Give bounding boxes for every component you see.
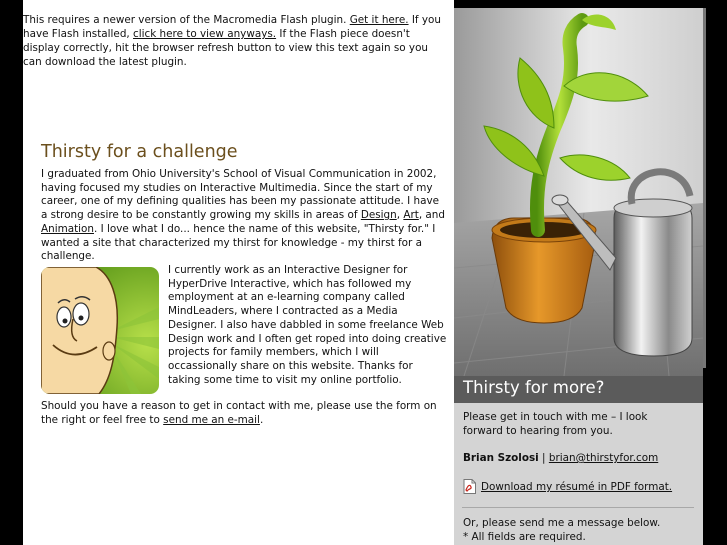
resume-download bbox=[463, 479, 672, 495]
vertical-scrollbar[interactable] bbox=[703, 8, 706, 368]
send-email-link[interactable]: send me an e-mail bbox=[163, 413, 260, 426]
contact-line: Brian Szolosi | brian@thirstyfor.com bbox=[463, 452, 659, 464]
contact-name: Brian Szolosi bbox=[463, 452, 539, 464]
contact-paragraph: Should you have a reason to get in contact with me, please use the form on the right or feel free to send me an e-mail. bbox=[41, 400, 437, 426]
character-illustration bbox=[41, 267, 159, 394]
resume-pdf-link[interactable]: Download my résumé in PDF format. bbox=[481, 481, 673, 493]
art-link[interactable]: Art bbox=[403, 209, 419, 222]
view-anyway-link[interactable]: click here to view anyways. bbox=[133, 28, 277, 40]
contact-email-link[interactable]: brian@thirstyfor.com bbox=[548, 452, 659, 464]
page-headline: Thirsty for a challenge bbox=[41, 142, 238, 162]
panel-divider bbox=[462, 507, 694, 508]
intro-paragraph: I graduated from Ohio University's School of Visual Communication in 2002, having focused my studies on Interactive Multimedia. Since the start of my career, one of my defining qualities has been my passionate attitude. I have a strong desire to be constantly growing my skills in areas of Design, Art, and Animation. I love what I do... hence the name of this website, "Thirsty for." I wanted a site that characterized my thirst for knowledge - my thirst for a challenge. bbox=[41, 168, 445, 263]
work-paragraph: I currently work as an Interactive Designer for HyperDrive Interactive, which has followed my employment at an e-learning company called MindLeaders, where I contracted as a Media Designer. I also have dabbled in some freelance Web Design work and I often get roped into doing creative projects for family members, which I will occassionally share on this website. Thanks for taking some time to visit my online portfolio. bbox=[168, 264, 447, 386]
pdf-icon[interactable] bbox=[463, 479, 476, 494]
flash-notice: This requires a newer version of the Macromedia Flash plugin. Get it here. If you have Flash installed, click here to view anyways. If the Flash piece doesn't display correctly, hit the browser refresh button to view this text again so you can download the latest plugin. bbox=[23, 14, 441, 68]
sidebar-title-bar bbox=[454, 376, 703, 403]
sidebar bbox=[454, 0, 727, 545]
hero-illustration bbox=[454, 8, 703, 376]
main-column bbox=[23, 0, 454, 545]
contact-panel bbox=[454, 403, 703, 545]
animation-link[interactable]: Animation bbox=[41, 222, 94, 235]
get-in-touch-text: Please get in touch with me – I look forward to hearing from you. bbox=[463, 411, 648, 437]
design-link[interactable]: Design bbox=[360, 209, 397, 222]
send-message-text: Or, please send me a message below. bbox=[463, 517, 661, 529]
get-flash-link[interactable]: Get it here. bbox=[349, 14, 409, 26]
required-fields-note: * All fields are required. bbox=[463, 531, 586, 543]
sidebar-title: Thirsty for more? bbox=[463, 378, 605, 397]
